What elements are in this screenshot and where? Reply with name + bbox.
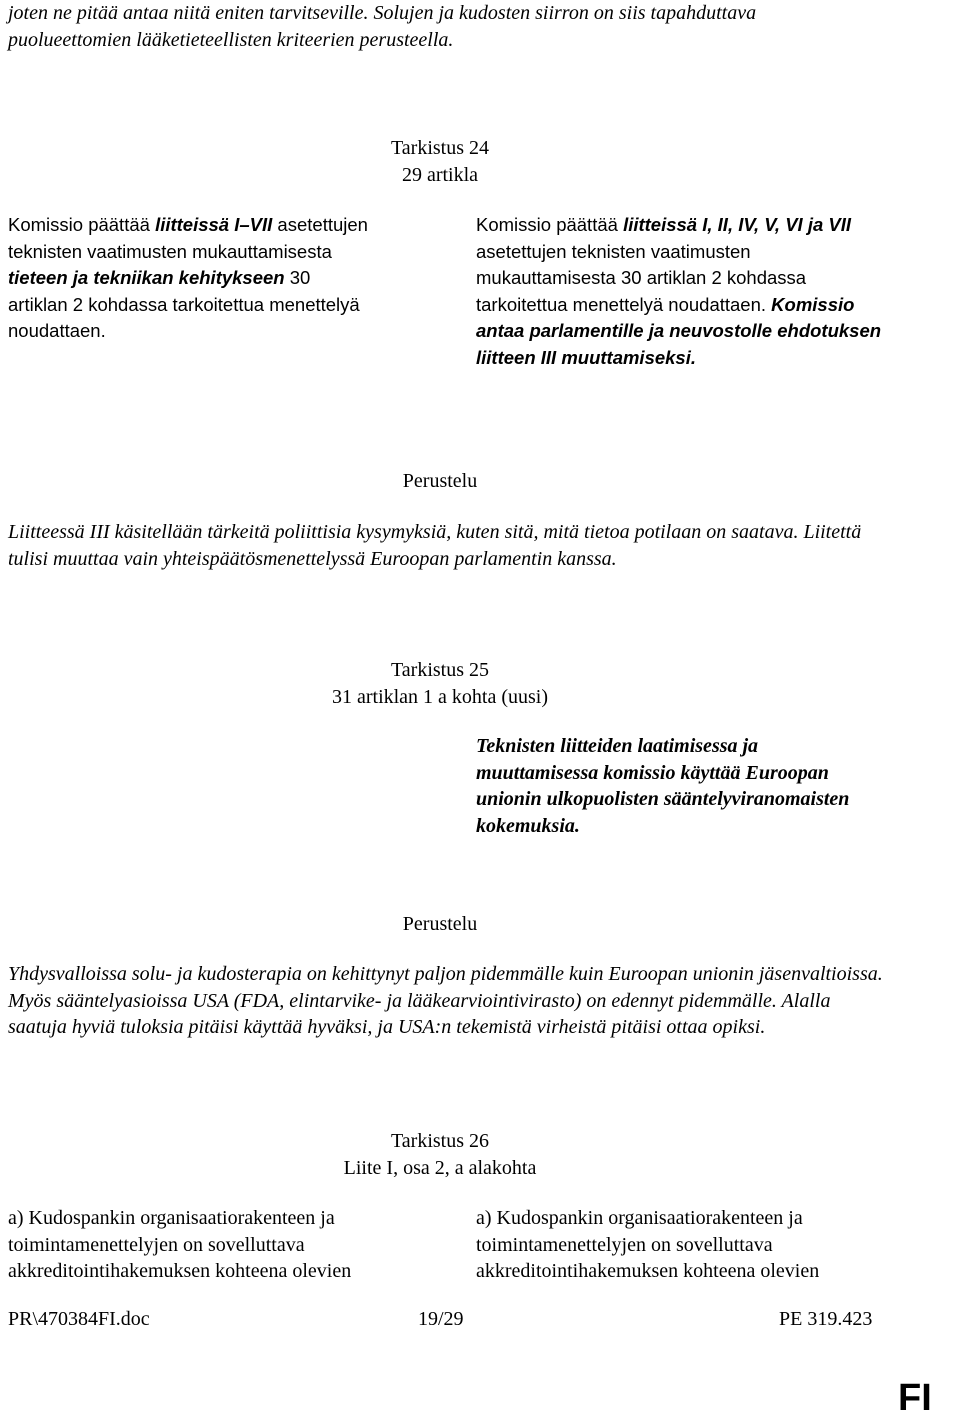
amendment-25-justification: Yhdysvalloissa solu- ja kudosterapia on kehittynyt paljon pidemmälle kuin Euroopan unionin jäsenvaltioissa. Myös sääntelyasioissa USA (FDA, elintarvike- ja lääkearviointivirasto) on edennyt pidemmälle. Alalla saatuja hyviä tuloksia pitäisi käyttää hyväksi, ja USA:n tekemistä virheistä pitäisi ottaa opiksi. xyxy=(8,963,883,1038)
amendment-26-amended-text: a) Kudospankin organisaatiorakenteen ja toimintamenettelyjen on sovelluttava akkreditointihakemuksen kohteena olevien xyxy=(476,1207,820,1282)
amendment-24-original-text: Komissio päättää liitteissä I–VII asetettujen teknisten vaatimusten mukauttamisesta tieteen ja tekniikan kehitykseen 30 artiklan 2 kohdassa tarkoitettua menettelyä noudattaen. xyxy=(8,214,368,341)
amendment-26-title: Tarkistus 26 xyxy=(390,1130,490,1152)
amendment-26-article: Liite I, osa 2, a alakohta xyxy=(343,1156,537,1179)
amendment-24-article: 29 artikla xyxy=(401,163,479,186)
amendment-24-justification-title: Perustelu xyxy=(402,470,478,492)
amendment-25-title: Tarkistus 25 xyxy=(390,659,490,681)
amendment-24-amended-text: Komissio päättää liitteissä I, II, IV, V, VI ja VII asetettujen teknisten vaatimusten mukauttamisesta 30 artiklan 2 kohdassa tarkoitettua menettelyä noudattaen. Komissio antaa parlamentille ja neuvostolle ehdotuksen liitteen III muuttamiseksi. xyxy=(476,214,882,368)
amendment-25-article: 31 artiklan 1 a kohta (uusi) xyxy=(331,685,549,708)
amendment-24-heading xyxy=(0,135,880,188)
amendment-25-justification-title: Perustelu xyxy=(402,913,478,935)
amendment-26-original-text: a) Kudospankin organisaatiorakenteen ja toimintamenettelyjen on sovelluttava akkreditointihakemuksen kohteena olevien xyxy=(8,1207,352,1282)
amendment-24-title: Tarkistus 24 xyxy=(390,137,490,159)
footer-reference: PE 319.423 xyxy=(779,1308,873,1330)
amendment-26-heading xyxy=(0,1128,880,1181)
intro-line-2: puolueettomien lääketieteellisten kriteerien perusteella. xyxy=(8,28,454,51)
amendment-24-justification: Liitteessä III käsitellään tärkeitä poliittisia kysymyksiä, kuten sitä, mitä tietoa potilaan on saatava. Liitettä tulisi muuttaa vain yhteispäätösmenettelyssä Euroopan parlamentin kanssa. xyxy=(8,521,862,570)
amendment-25-amended-text: Teknisten liitteiden laatimisessa ja muuttamisessa komissio käyttää Euroopan unionin ulkopuolisten sääntelyviranomaisten kokemuksia. xyxy=(476,735,850,837)
intro-paragraph xyxy=(8,0,953,53)
footer-doc-id: PR\470384FI.doc xyxy=(8,1308,150,1330)
amendment-25-heading xyxy=(0,657,880,710)
footer-language-code: FI xyxy=(898,1377,932,1419)
footer-page-number: 19/29 xyxy=(418,1308,464,1330)
intro-line-1: joten ne pitää antaa niitä eniten tarvitseville. Solujen ja kudosten siirron on siis tapahduttava xyxy=(8,2,757,24)
